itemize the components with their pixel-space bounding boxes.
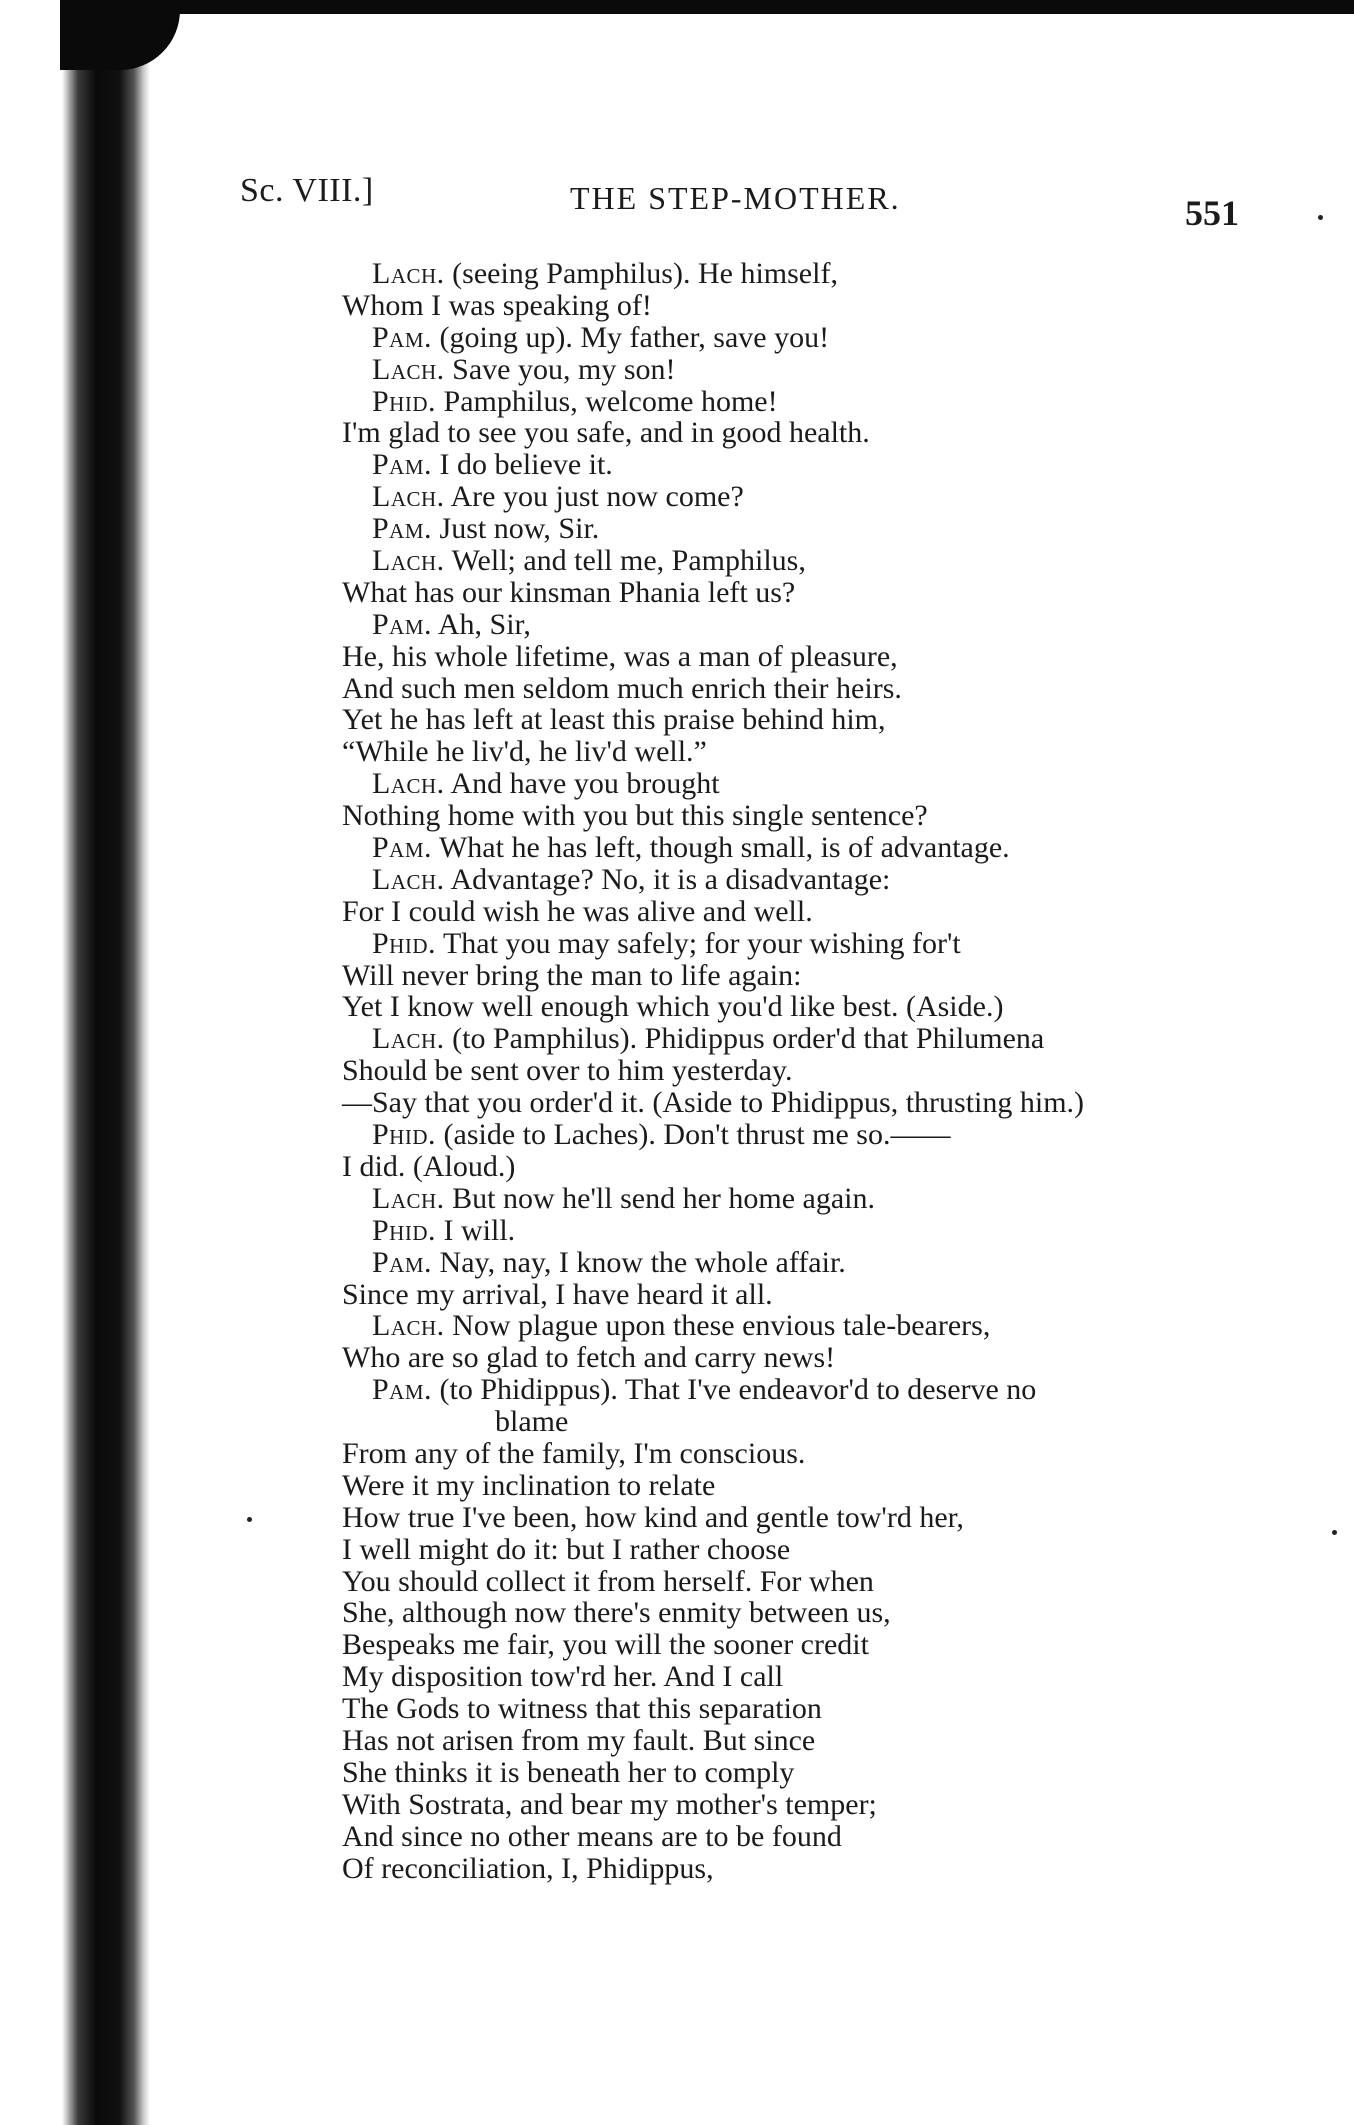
scan-speck: [1318, 215, 1323, 220]
verse-line: [300, 1342, 1260, 1374]
verse-line: [300, 991, 1260, 1023]
verse-line: [300, 290, 1260, 322]
verse-line: [300, 322, 1260, 354]
line-text: That you may safely; for your wishing for't: [436, 926, 961, 960]
line-text: (to Pamphilus). Phidippus order'd that Philumena: [444, 1022, 1045, 1056]
speaker-name: Lach.: [372, 544, 445, 578]
verse-line: [300, 768, 1260, 800]
line-text: How true I've been, how kind and gentle tow'rd her,: [342, 1500, 964, 1534]
verse-line: [300, 1629, 1260, 1661]
speaker-name: Pam.: [372, 1373, 433, 1407]
verse-line: [300, 1502, 1260, 1534]
speaker-name: Lach.: [372, 767, 445, 801]
line-text: Well; and tell me, Pamphilus,: [444, 544, 806, 578]
line-text: The Gods to witness that this separation: [342, 1692, 822, 1726]
verse-line: [300, 513, 1260, 545]
speaker-name: Pam.: [372, 320, 433, 354]
speaker-name: Lach.: [372, 1181, 445, 1215]
verse-line: [300, 1693, 1260, 1725]
line-text: What he has left, though small, is of advantage.: [432, 831, 1010, 865]
verse-line: [300, 1310, 1260, 1342]
line-text: Ah, Sir,: [432, 607, 531, 641]
speaker-name: Phid.: [372, 384, 437, 418]
verse-line: [300, 1789, 1260, 1821]
verse-line: [300, 1725, 1260, 1757]
verse-line: [300, 1279, 1260, 1311]
speaker-name: Lach.: [372, 257, 445, 290]
line-text: I will.: [436, 1213, 516, 1247]
verse-line: [300, 1438, 1260, 1470]
line-text: Yet I know well enough which you'd like best. (Aside.): [342, 990, 1004, 1024]
line-text: I do believe it.: [432, 448, 613, 482]
verse-line: [300, 1183, 1260, 1215]
verse-line: [300, 800, 1260, 832]
line-text: Should be sent over to him yesterday.: [342, 1054, 793, 1088]
verse-line: [300, 1119, 1260, 1151]
speaker-name: Pam.: [372, 1245, 433, 1279]
line-text: She, although now there's enmity between us,: [342, 1596, 891, 1630]
line-text: From any of the family, I'm conscious.: [342, 1436, 806, 1470]
line-text: Advantage? No, it is a disadvantage:: [444, 862, 891, 896]
verse-line: [300, 1087, 1260, 1119]
line-text: Of reconciliation, I, Phidippus,: [342, 1851, 714, 1885]
verse-line: [300, 417, 1260, 449]
line-text: (to Phidippus). That I've endeavor'd to deserve no: [432, 1373, 1037, 1407]
line-text: Are you just now come?: [444, 480, 744, 514]
verse-line: [300, 1853, 1260, 1885]
line-text: And such men seldom much enrich their heirs.: [342, 671, 902, 705]
verse-line: [300, 1566, 1260, 1598]
verse-line: [300, 673, 1260, 705]
verse-line: [300, 1215, 1260, 1247]
verse-line: [300, 864, 1260, 896]
verse-line: [300, 1821, 1260, 1853]
verse-line: [300, 641, 1260, 673]
verse-line: [300, 577, 1260, 609]
line-text: Nay, nay, I know the whole affair.: [432, 1245, 846, 1279]
verse-line: [300, 545, 1260, 577]
line-text: My disposition tow'rd her. And I call: [342, 1660, 784, 1694]
line-text: Nothing home with you but this single sentence?: [342, 799, 928, 833]
verse-line: [300, 896, 1260, 928]
line-text: I well might do it: but I rather choose: [342, 1532, 791, 1566]
speaker-name: Pam.: [372, 831, 433, 865]
verse-line: [300, 928, 1260, 960]
verse-line: [300, 1757, 1260, 1789]
verse-line: [300, 258, 1260, 290]
line-text: —Say that you order'd it. (Aside to Phidippus, thrusting him.): [342, 1086, 1085, 1120]
line-text: Will never bring the man to life again:: [342, 958, 802, 992]
verse-line: [300, 736, 1260, 768]
line-text: Whom I was speaking of!: [342, 288, 652, 322]
verse-line: [300, 354, 1260, 386]
line-text: She thinks it is beneath her to comply: [342, 1755, 795, 1789]
verse-line: [300, 386, 1260, 418]
speaker-name: Phid.: [372, 1213, 437, 1247]
speaker-name: Lach.: [372, 1022, 445, 1056]
running-header: [240, 160, 1260, 240]
speaker-name: Pam.: [372, 448, 433, 482]
verse-line: [300, 1661, 1260, 1693]
line-text: He, his whole lifetime, was a man of pleasure,: [342, 639, 898, 673]
line-text: And have you brought: [444, 767, 720, 801]
scene-marker: Sc. VIII.]: [240, 172, 374, 209]
line-text: (going up). My father, save you!: [432, 320, 830, 354]
speaker-name: Lach.: [372, 862, 445, 896]
line-text: Were it my inclination to relate: [342, 1468, 716, 1502]
book-gutter-shadow: [0, 0, 150, 2125]
line-text: I'm glad to see you safe, and in good health.: [342, 416, 870, 450]
verse-line: [300, 704, 1260, 736]
line-text: (seeing Pamphilus). He himself,: [444, 257, 838, 290]
scan-top-edge: [0, 0, 1354, 14]
speaker-name: Lach.: [372, 480, 445, 514]
line-text: Now plague upon these envious tale-bearers,: [444, 1309, 991, 1343]
verse-line: [300, 609, 1260, 641]
speaker-name: Pam.: [372, 607, 433, 641]
play-text: [300, 258, 1260, 1884]
line-text: Bespeaks me fair, you will the sooner credit: [342, 1628, 869, 1662]
line-text: “While he liv'd, he liv'd well.”: [342, 735, 707, 769]
line-text: But now he'll send her home again.: [444, 1181, 875, 1215]
verse-line: [300, 1151, 1260, 1183]
line-text: blame: [495, 1405, 569, 1439]
verse-line: [300, 1597, 1260, 1629]
scan-speck: [247, 1517, 252, 1522]
speaker-name: Lach.: [372, 352, 445, 386]
line-text: (aside to Laches). Don't thrust me so.——: [436, 1118, 951, 1152]
line-text: With Sostrata, and bear my mother's temper;: [342, 1787, 877, 1821]
verse-line: [300, 832, 1260, 864]
line-text: Since my arrival, I have heard it all.: [342, 1277, 773, 1311]
line-text: Just now, Sir.: [432, 512, 600, 546]
line-text: You should collect it from herself. For when: [342, 1564, 874, 1598]
verse-line: [300, 481, 1260, 513]
verse-line: [300, 1055, 1260, 1087]
running-title: THE STEP-MOTHER.: [570, 180, 901, 216]
verse-line: [300, 1247, 1260, 1279]
verse-line: [300, 449, 1260, 481]
speaker-name: Phid.: [372, 1118, 437, 1152]
verse-line: [300, 1406, 1260, 1438]
line-text: And since no other means are to be found: [342, 1819, 842, 1853]
speaker-name: Phid.: [372, 926, 437, 960]
line-text: Who are so glad to fetch and carry news!: [342, 1341, 836, 1375]
verse-line: [300, 960, 1260, 992]
verse-line: [300, 1470, 1260, 1502]
page-number: 551: [1185, 193, 1239, 233]
scan-speck: [1332, 1530, 1337, 1535]
line-text: Yet he has left at least this praise behind him,: [342, 703, 886, 737]
speaker-name: Lach.: [372, 1309, 445, 1343]
line-text: What has our kinsman Phania left us?: [342, 575, 796, 609]
verse-line: [300, 1534, 1260, 1566]
verse-line: [300, 1374, 1260, 1406]
line-text: Has not arisen from my fault. But since: [342, 1723, 816, 1757]
line-text: Save you, my son!: [444, 352, 676, 386]
speaker-name: Pam.: [372, 512, 433, 546]
verse-line: [300, 1023, 1260, 1055]
gutter-corner-shadow: [60, 0, 180, 70]
line-text: Pamphilus, welcome home!: [436, 384, 778, 418]
line-text: I did. (Aloud.): [342, 1149, 516, 1183]
line-text: For I could wish he was alive and well.: [342, 894, 813, 928]
